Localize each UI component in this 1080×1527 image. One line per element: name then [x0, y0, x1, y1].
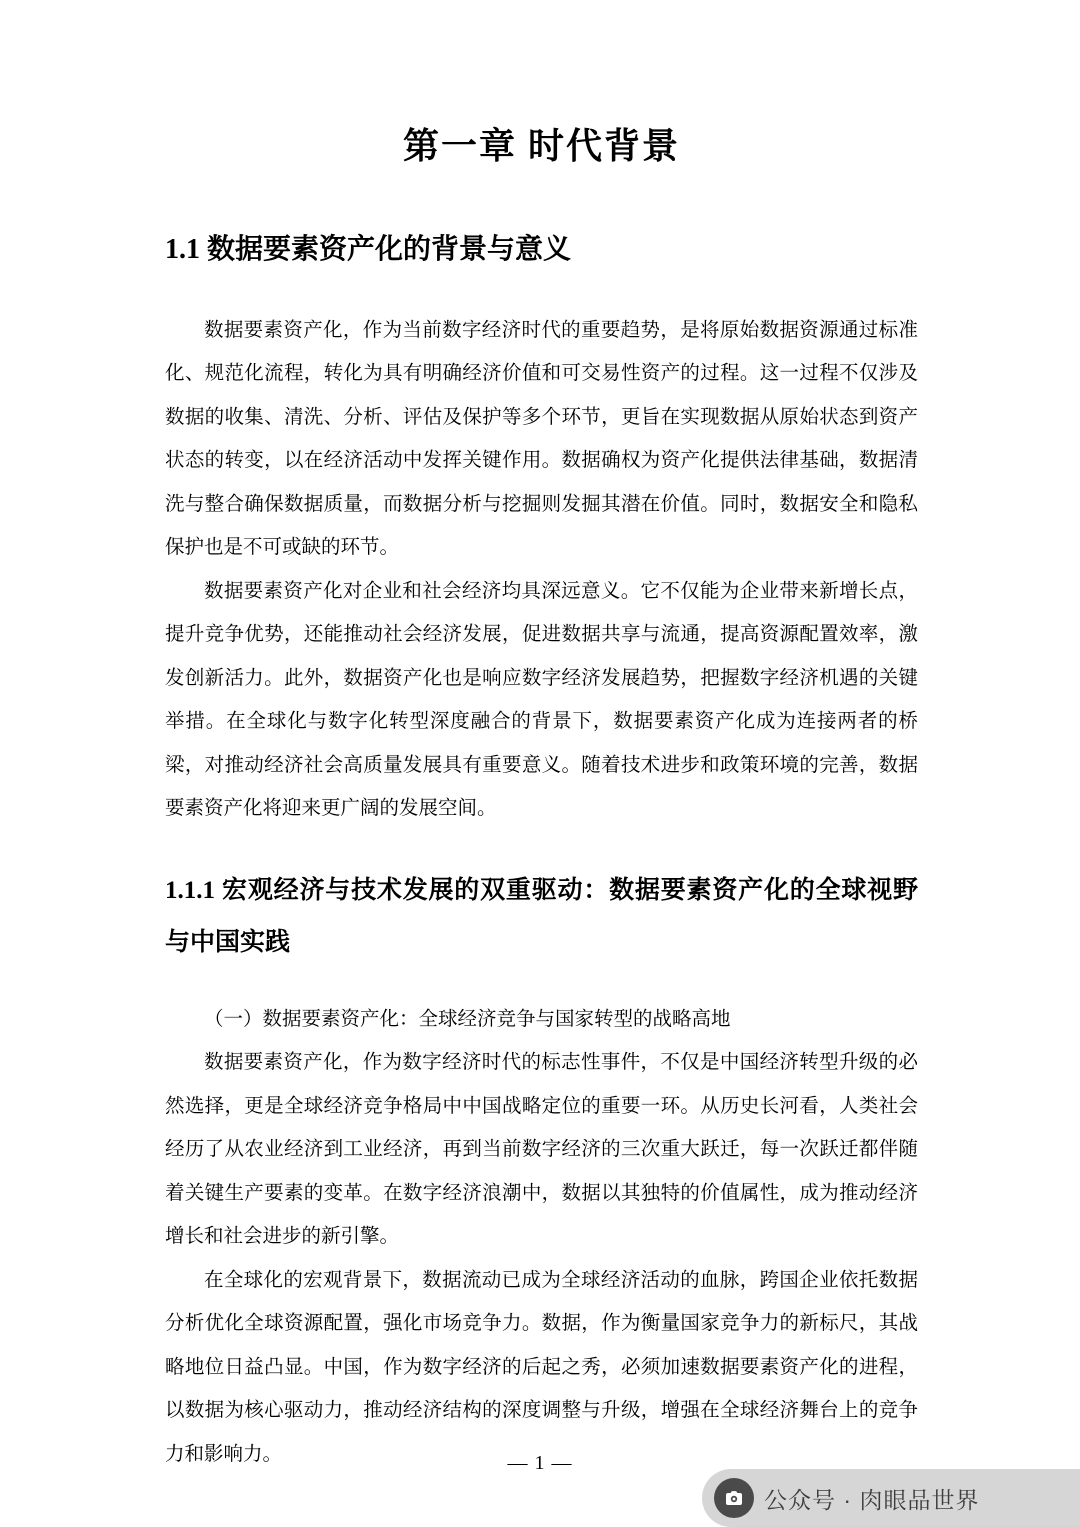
- paragraph: 数据要素资产化，作为当前数字经济时代的重要趋势，是将原始数据资源通过标准化、规范化流程，转化为具有明确经济价值和可交易性资产的过程。这一过程不仅涉及数据的收集、清洗、分析、评估及保护等多个环节，更旨在实现数据从原始状态到资产状态的转变，以在经济活动中发挥关键作用。数据确权为资产化提供法律基础，数据清洗与整合确保数据质量，而数据分析与挖掘则发掘其潜在价值。同时，数据安全和隐私保护也是不可或缺的环节。: [165, 320, 918, 559]
- watermark-badge: [702, 1469, 1080, 1527]
- list-item-heading: （一）数据要素资产化：全球经济竞争与国家转型的战略高地: [204, 1008, 731, 1030]
- subsection-heading: 1.1.1 宏观经济与技术发展的双重驱动：数据要素资产化的全球视野与中国实践: [165, 876, 918, 957]
- paragraph: 数据要素资产化对企业和社会经济均具深远意义。它不仅能为企业带来新增长点，提升竞争优势，还能推动社会经济发展，促进数据共享与流通，提高资源配置效率，激发创新活力。此外，数据资产化也是响应数字经济发展趋势，把握数字经济机遇的关键举措。在全球化与数字化转型深度融合的背景下，数据要素资产化成为连接两者的桥梁，对推动经济社会高质量发展具有重要意义。随着技术进步和政策环境的完善，数据要素资产化将迎来更广阔的发展空间。: [165, 580, 918, 820]
- watermark-text: 公众号 · 肉眼品世界: [764, 1486, 980, 1513]
- chapter-title: 第一章 时代背景: [402, 126, 680, 166]
- paragraph: 在全球化的宏观背景下，数据流动已成为全球经济活动的血脉，跨国企业依托数据分析优化全球资源配置，强化市场竞争力。数据，作为衡量国家竞争力的新标尺，其战略地位日益凸显。中国，作为数字经济的后起之秀，必须加速数据要素资产化的进程，以数据为核心驱动力，推动经济结构的深度调整与升级，增强在全球经济舞台上的竞争力和影响力。: [165, 1269, 918, 1465]
- section-heading: 1.1 数据要素资产化的背景与意义: [165, 234, 572, 265]
- camera-icon: [714, 1478, 754, 1518]
- page-number: — 1 —: [507, 1452, 573, 1474]
- paragraph: 数据要素资产化，作为数字经济时代的标志性事件，不仅是中国经济转型升级的必然选择，更是全球经济竞争格局中中国战略定位的重要一环。从历史长河看，人类社会经历了从农业经济到工业经济，再到当前数字经济的三次重大跃迁，每一次跃迁都伴随着关键生产要素的变革。在数字经济浪潮中，数据以其独特的价值属性，成为推动经济增长和社会进步的新引擎。: [165, 1052, 918, 1248]
